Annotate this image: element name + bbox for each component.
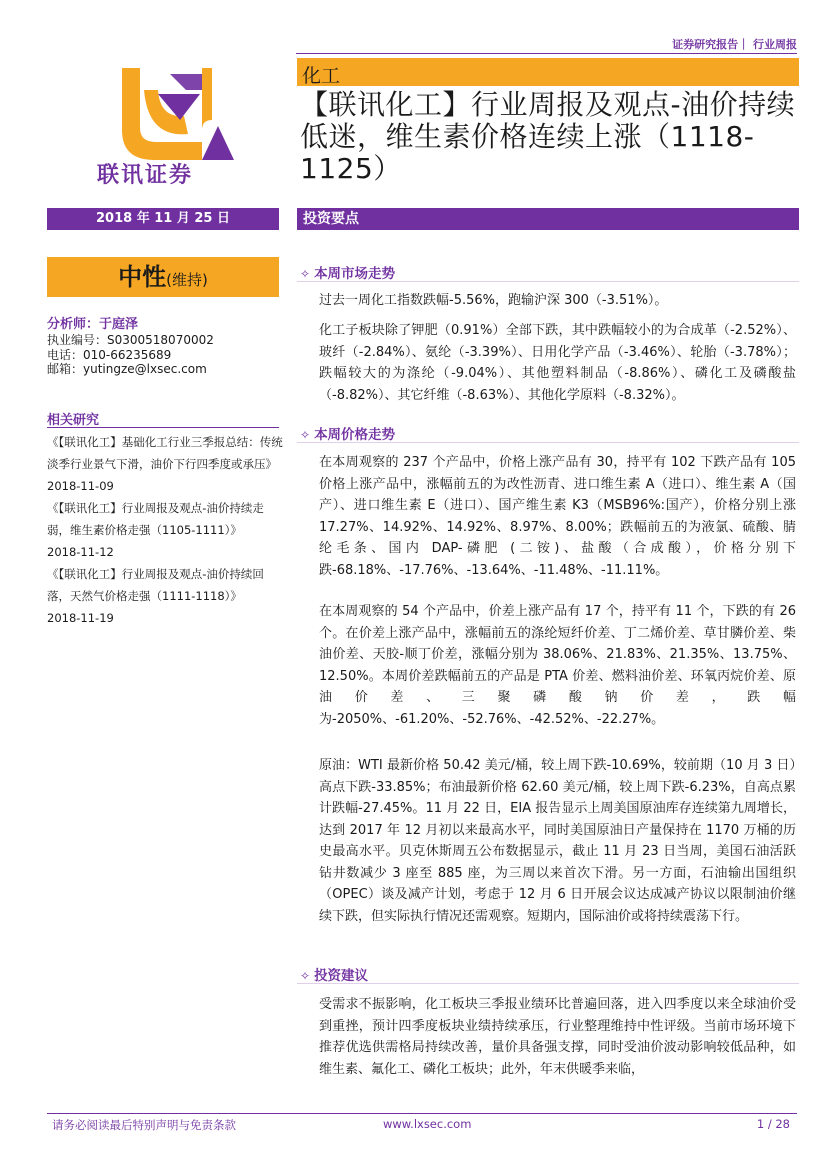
related-item[interactable]: 《【联讯化工】基础化工行业三季报总结：传统淡季行业景气下滑，油价下行四季度或承压》2018-11-09 xyxy=(47,435,283,493)
related-divider xyxy=(47,427,279,428)
report-type-tag: 证券研究报告｜ 行业周报 xyxy=(672,38,797,51)
title-band xyxy=(297,58,799,86)
footer-divider xyxy=(47,1113,797,1114)
related-research-title: 相关研究 xyxy=(47,413,100,428)
oil-paragraph: 原油：WTI 最新价格 50.42 美元/桶，较上周下跌-10.69%，较前期（10 月 3 日）高点下跌-33.85%；布油最新价格 62.60 美元/桶，较上周下跌-6.23%，自高点累计跌幅-27.45%。11 月 22 日，EIA 报告显示上周美国原油库存连续第九周增长，达到 2017 年 12 月初以来最高水平，同时美国原油日产量保持在 1170 万桶的历史最高水平。贝克休斯周五公布数据显示，截止 11 月 23 日当周，美国石油活跃钻井数减少 3 座至 885 座，为三周以来首次下滑。另一方面，石油输出国组织（OPEC）谈及减产计划，考虑于 12 月 6 日开展会议达成减产协议以限制油价继续下跌，但实际执行情况还需观察。短期内，国际油价或将持续震荡下行。 xyxy=(319,758,796,924)
logo-text: 联讯证券 xyxy=(97,163,194,188)
header-divider xyxy=(296,53,797,54)
rating-box xyxy=(47,257,279,297)
advice-heading: ✧ 投资建议 xyxy=(300,968,369,984)
rating-status: (维持) xyxy=(166,271,208,289)
rating-value: 中性 xyxy=(118,263,167,291)
company-logo xyxy=(92,60,247,190)
analyst-license: 执业编号：S0300518070002 xyxy=(47,333,214,347)
related-item[interactable]: 《【联讯化工】行业周报及观点-油价持续走弱，维生素价格走强（1105-1111）》 xyxy=(47,501,264,537)
market-heading: ✧ 本周市场走势 xyxy=(300,266,396,282)
spread-paragraph: 在本周观察的 54 个产品中，价差上涨产品有 17 个，持平有 11 个，下跌的有 26 个。在价差上涨产品中，涨幅前五的涤纶短纤价差、丁二烯价差、草甘膦价差、柴油价差、天胶-顺丁价差，涨幅分别为 38.06%、21.83%、21.35%、13.75%、12.50%。本周价差跌幅前五的产品是 PTA 价差、燃料油价差、环氧丙烷价差、原油价差、三聚磷酸钠价差，跌幅为-2050%、-61.20%、-52.76%、-42.52%、-22.27%。 xyxy=(319,604,796,727)
price-heading: ✧ 本周价格走势 xyxy=(300,427,396,443)
market-paragraph: 过去一周化工指数跌幅-5.56%，跑输沪深 300（-3.51%）。 xyxy=(319,293,668,308)
related-item[interactable]: 《【联讯化工】行业周报及观点-油价持续回落，天然气价格走强（1111-1118）》 xyxy=(47,567,264,603)
analyst-phone: 电话：010-66235689 xyxy=(47,348,172,362)
heading-divider xyxy=(297,281,799,282)
sector-label: 化工 xyxy=(302,65,341,87)
related-item-date: 2018-11-19 xyxy=(47,611,114,625)
diamond-bullet-icon: ✧ xyxy=(300,969,311,983)
footer-website[interactable]: www.lxsec.com xyxy=(383,1117,472,1131)
section-title: 投资要点 xyxy=(297,208,799,230)
market-paragraph: 化工子板块除了钾肥（0.91%）全部下跌，其中跌幅较小的为合成革（-2.52%）、玻纤（-2.84%）、氨纶（-3.39%）、日用化学产品（-3.46%）、轮胎（-3.78%）；跌幅较大的为涤纶（-9.04%）、其他塑料制品（-8.86%）、磷化工及磷酸盐（-8.82%）、其它纤维（-8.63%）、其他化学原料（-8.32%）。 xyxy=(319,323,796,403)
report-title: 【联讯化工】行业周报及观点-油价持续低迷，维生素价格连续上涨（1118-1125） xyxy=(300,88,796,185)
heading-divider xyxy=(297,983,799,984)
diamond-bullet-icon: ✧ xyxy=(300,267,311,281)
diamond-bullet-icon: ✧ xyxy=(300,428,311,442)
heading-divider xyxy=(297,442,799,443)
report-date: 2018 年 11 月 25 日 xyxy=(47,208,279,230)
analyst-email[interactable]: 邮箱：yutingze@lxsec.com xyxy=(47,362,207,376)
advice-paragraph: 受需求不振影响，化工板块三季报业绩环比普遍回落，进入四季度以来全球油价受到重挫，预计四季度板块业绩持续承压，行业整理维持中性评级。当前市场环境下推荐优选供需格局持续改善，量价具备强支撑，同时受油价波动影响较低品种，如维生素、氟化工、磷化工板块；此外，年末供暖季来临， xyxy=(319,997,796,1077)
price-paragraph: 在本周观察的 237 个产品中，价格上涨产品有 30，持平有 102 下跌产品有 105 价格上涨产品中，涨幅前五的为改性沥青、进口维生素 A（进口）、维生素 A（国产）、进口维生素 E（进口）、国产维生素 K3（MSB96%:国产），价格分别上涨 17.27%、14.92%、14.92%、8.97%、8.00%；跌幅前五的为液氯、硫酸、腈纶毛条、国内 DAP-磷肥 (二铵)、盐酸（合成酸），价格分别下跌-68.18%、-17.76%、-13.64%、-11.48%、-11.11%。 xyxy=(319,455,796,578)
page-number: 1 / 28 xyxy=(756,1117,790,1131)
footer-disclaimer: 请务必阅读最后特别声明与免责条款 xyxy=(52,1118,236,1132)
analyst-name: 分析师：于庭泽 xyxy=(47,317,139,332)
related-item-date: 2018-11-12 xyxy=(47,545,114,559)
